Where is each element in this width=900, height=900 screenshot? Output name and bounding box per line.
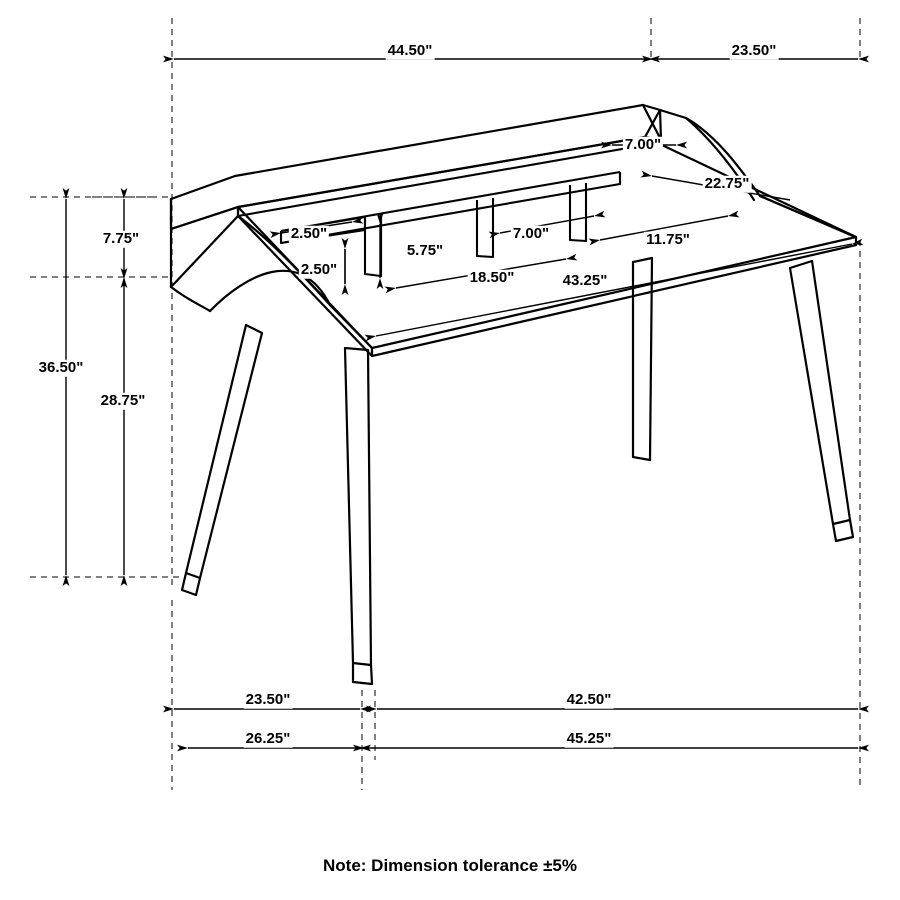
- dimension-label-cubby-left-width: 2.50": [290, 224, 328, 242]
- dimension-lines: [66, 59, 858, 748]
- dimension-label-cubby-left-depth: 2.50": [300, 260, 338, 278]
- dimension-label-desk-top-width: 43.25": [562, 271, 608, 289]
- dimension-label-hutch-shelf-depth: 7.00": [624, 135, 662, 153]
- dimension-label-shelf-span: 18.50": [469, 268, 515, 286]
- dimension-label-desk-surface-height: 28.75": [100, 391, 146, 409]
- dimension-label-footprint-left: 23.50": [245, 690, 291, 708]
- tolerance-note: Note: Dimension tolerance ±5%: [323, 856, 577, 875]
- dimension-label-footprint-right: 42.50": [566, 690, 612, 708]
- dimension-label-cubby-center-width: 7.00": [512, 224, 550, 242]
- dimension-label-divider-height: 5.75": [406, 241, 444, 259]
- dimension-label-hutch-height: 7.75": [102, 229, 140, 247]
- extension-lines: [30, 18, 860, 790]
- dimension-label-base-right: 45.25": [566, 729, 612, 747]
- dimension-label-top-right-width: 23.50": [731, 41, 777, 59]
- dimension-label-overall-height: 36.50": [38, 358, 84, 376]
- dimension-label-top-left-width: 44.50": [387, 41, 433, 59]
- dimension-label-base-left: 26.25": [245, 729, 291, 747]
- dimension-label-desk-depth-right: 22.75": [704, 174, 750, 192]
- dimension-label-cubby-right-width: 11.75": [646, 230, 690, 248]
